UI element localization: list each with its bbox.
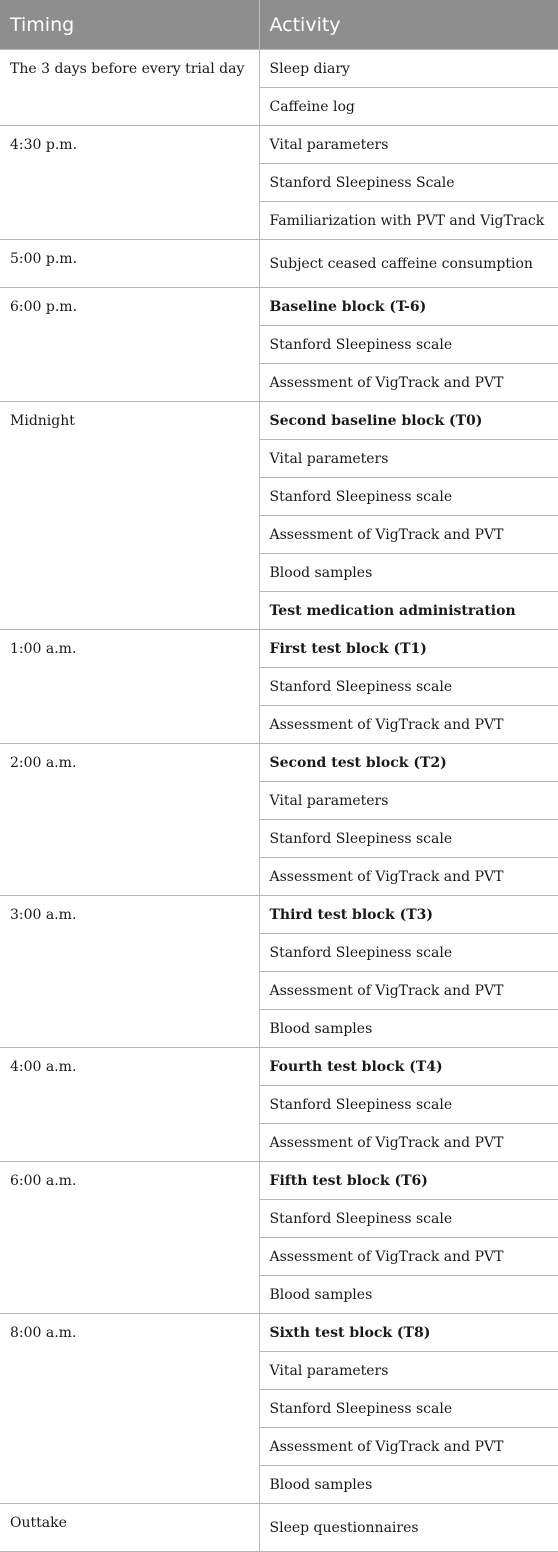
- table-body: [0, 50, 558, 1552]
- activity-cell: Assessment of VigTrack and PVT: [259, 706, 558, 744]
- activity-cell: Stanford Sleepiness scale: [259, 1086, 558, 1124]
- timing-cell: Midnight: [0, 402, 259, 630]
- activity-cell: Sleep questionnaires: [259, 1504, 558, 1552]
- activity-cell: Fourth test block (T4): [259, 1048, 558, 1086]
- activity-cell: Assessment of VigTrack and PVT: [259, 972, 558, 1010]
- activity-cell: Stanford Sleepiness scale: [259, 1200, 558, 1238]
- activity-cell: Vital parameters: [259, 126, 558, 164]
- activity-cell: Blood samples: [259, 1276, 558, 1314]
- timing-cell: 6:00 a.m.: [0, 1162, 259, 1314]
- table-row: [0, 240, 558, 288]
- activity-cell: Subject ceased caffeine consumption: [259, 240, 558, 288]
- activity-cell: Caffeine log: [259, 88, 558, 126]
- activity-cell: Assessment of VigTrack and PVT: [259, 516, 558, 554]
- table-row: [0, 896, 558, 934]
- activity-cell: Stanford Sleepiness scale: [259, 326, 558, 364]
- activity-cell: Vital parameters: [259, 782, 558, 820]
- activity-cell: Stanford Sleepiness Scale: [259, 164, 558, 202]
- activity-cell: Second baseline block (T0): [259, 402, 558, 440]
- table-row: [0, 1162, 558, 1200]
- timing-cell: Outtake: [0, 1504, 259, 1552]
- activity-column-header: Activity: [259, 0, 558, 50]
- activity-cell: Blood samples: [259, 1010, 558, 1048]
- timing-cell: 6:00 p.m.: [0, 288, 259, 402]
- activity-cell: Assessment of VigTrack and PVT: [259, 1428, 558, 1466]
- activity-cell: Familiarization with PVT and VigTrack: [259, 202, 558, 240]
- activity-cell: Stanford Sleepiness scale: [259, 820, 558, 858]
- table-header: [0, 0, 558, 50]
- table-row: [0, 630, 558, 668]
- activity-cell: Assessment of VigTrack and PVT: [259, 364, 558, 402]
- table-row: [0, 1504, 558, 1552]
- timing-cell: 3:00 a.m.: [0, 896, 259, 1048]
- header-row: [0, 0, 558, 50]
- table-row: [0, 1048, 558, 1086]
- timing-cell: 1:00 a.m.: [0, 630, 259, 744]
- activity-cell: Third test block (T3): [259, 896, 558, 934]
- activity-cell: Baseline block (T-6): [259, 288, 558, 326]
- activity-cell: Sleep diary: [259, 50, 558, 88]
- activity-cell: Stanford Sleepiness scale: [259, 934, 558, 972]
- timing-cell: The 3 days before every trial day: [0, 50, 259, 126]
- table-row: [0, 288, 558, 326]
- timing-cell: 4:30 p.m.: [0, 126, 259, 240]
- table-row: [0, 1314, 558, 1352]
- activity-cell: Assessment of VigTrack and PVT: [259, 1124, 558, 1162]
- activity-cell: Second test block (T2): [259, 744, 558, 782]
- activity-cell: Blood samples: [259, 554, 558, 592]
- table-row: [0, 402, 558, 440]
- activity-cell: Stanford Sleepiness scale: [259, 668, 558, 706]
- activity-cell: Stanford Sleepiness scale: [259, 1390, 558, 1428]
- timing-cell: 4:00 a.m.: [0, 1048, 259, 1162]
- table-row: [0, 126, 558, 164]
- timing-cell: 8:00 a.m.: [0, 1314, 259, 1504]
- activity-cell: Blood samples: [259, 1466, 558, 1504]
- activity-cell: Fifth test block (T6): [259, 1162, 558, 1200]
- table-row: [0, 744, 558, 782]
- activity-cell: Test medication administration: [259, 592, 558, 630]
- timing-column-header: Timing: [0, 0, 259, 50]
- activity-cell: Vital parameters: [259, 1352, 558, 1390]
- activity-cell: Vital parameters: [259, 440, 558, 478]
- activity-cell: Sixth test block (T8): [259, 1314, 558, 1352]
- activity-cell: Assessment of VigTrack and PVT: [259, 1238, 558, 1276]
- timing-cell: 5:00 p.m.: [0, 240, 259, 288]
- timing-cell: 2:00 a.m.: [0, 744, 259, 896]
- activity-cell: Stanford Sleepiness scale: [259, 478, 558, 516]
- activity-cell: First test block (T1): [259, 630, 558, 668]
- table-row: [0, 50, 558, 88]
- activity-cell: Assessment of VigTrack and PVT: [259, 858, 558, 896]
